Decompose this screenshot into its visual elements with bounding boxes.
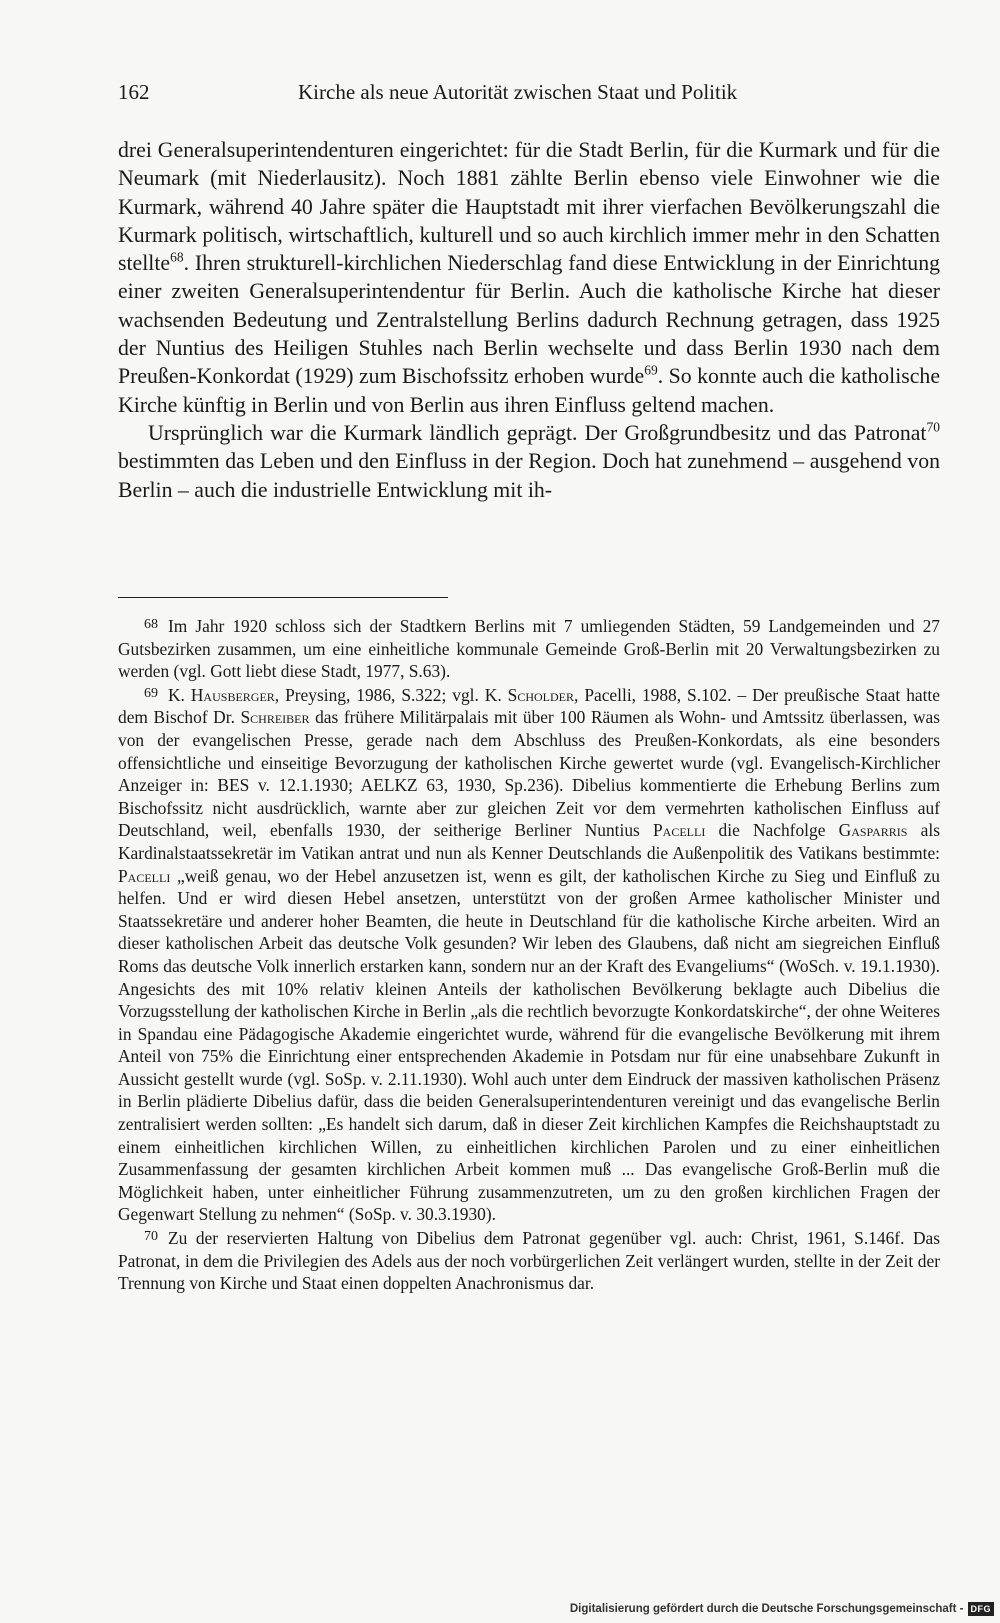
paragraph-2	[118, 419, 940, 504]
footnote-text: K.	[168, 684, 191, 705]
main-text	[118, 136, 940, 504]
person-name: Schreiber	[240, 707, 310, 728]
person-name: Pacelli	[118, 865, 171, 886]
footnote-number: 69	[144, 685, 158, 701]
credit-text: Digitalisierung gefördert durch die Deutsche Forschungsgemeinschaft -	[569, 1603, 964, 1615]
footnote-text: Im Jahr 1920 schloss sich der Stadtkern Berlins mit 7 umliegenden Städten, 59 Landgemeinden und 27 Gutsbezirken zusammen, um eine einheitliche kommunale Gemeinde Groß-Berlin mit 20 Verwaltungsbezirken zu werden (vgl. Gott liebt diese Stadt, 1977, S.63).	[118, 616, 940, 682]
footnote-ref-68: 68	[170, 249, 184, 265]
author-name: Scholder	[507, 684, 575, 705]
footnote-text: das frühere Militärpalais mit über 100 Räumen als Wohn- und Amtssitz überlassen, was von der evangelischen Presse, gerade nach dem Abschluss des Preußen-Konkordats, als eine besonders offensichtliche und einseitige Bevorzugung der katholischen Kirche gewertet wurde (vgl. Evangelisch-Kirchlicher Anzeiger in: BES v. 12.1.1930; AELKZ 63, 1930, Sp.236). Dibelius kommentierte die Erhebung Berlins zum Bischofssitz nicht ausdrücklich, warnte aber zur gleichen Zeit vor dem vermehrten katholischen Einfluss auf Deutschland, weil, ebenfalls 1930, der seitherige Berliner Nuntius	[118, 707, 940, 841]
footnote-text: Zu der reservierten Haltung von Dibelius dem Patronat gegenüber vgl. auch: Christ, 1961, S.146f. Das Patronat, in dem die Privilegien des Adels aus der noch vorbürgerlichen Zeit verlängert wurden, stellte in der Zeit der Trennung von Kirche und Staat einen doppelten Anachronismus dar.	[118, 1228, 940, 1294]
footnote-separator	[118, 597, 448, 598]
running-title: Kirche als neue Autorität zwischen Staat und Politik	[298, 80, 738, 104]
footnote-70	[118, 1226, 940, 1295]
footnote-text: die Nachfolge	[705, 820, 839, 841]
footnote-number: 68	[144, 617, 158, 632]
paragraph-1	[118, 136, 940, 419]
digitization-credit	[570, 1601, 994, 1617]
footnote-68	[118, 614, 940, 683]
footnote-text: als Kardinalstaatssekretär im Vatikan antrat und nun als Kenner Deutschlands die Außenpolitik des Vatikans bestimmte:	[118, 820, 940, 863]
footnote-ref-69: 69	[644, 363, 658, 379]
author-name: Hausberger	[190, 684, 275, 705]
person-name: Pacelli	[653, 820, 706, 841]
footnote-text: , Pacelli, 1988, S.102. – Der preußische Staat hatte dem Bischof Dr.	[118, 684, 940, 728]
paragraph-2-text-b: bestimmten das Leben und den Einfluss in der Region. Doch hat zunehmend – ausgehend von Berlin – auch die industrielle Entwicklung mit ih-	[118, 449, 940, 502]
running-header	[118, 80, 938, 110]
person-name: Gasparris	[838, 820, 908, 841]
footnotes	[118, 614, 940, 1295]
page-number: 162	[118, 80, 150, 104]
footnote-69	[118, 683, 940, 1226]
footnote-text: „weiß genau, wo der Hebel anzusetzen ist, wenn es gilt, der katholischen Kirche zu Sieg und Einfluß zu helfen. Und er wird diesen Hebel ansetzen, unterstützt von der großen Armee katholischer Minister und Staatssekretäre und anderer hoher Beamten, die heute in Deutschland für die katholische Kirche arbeiten. Wird an dieser katholischen Arbeit das deutsche Volk gesunden? Wir leben des Glaubens, daß nicht am siegreichen Einfluß Roms das deutsche Volk innerlich erstarken kann, sondern nur an der Kraft des Evangeliums“ (WoSch. v. 19.1.1930). Angesichts des mit 10% relativ kleinen Anteils der katholischen Bevölkerung beklagte auch Dibelius die Vorzugsstellung der katholischen Kirche in Berlin „als die rechtlich bevorzugte Konkordatskirche“, der ohne Weiteres in Spandau eine Pädagogische Akademie eingerichtet wurde, während für die evangelische Bevölkerung mit ihrem Anteil von 75% die Einrichtung einer entsprechenden Akademie in Potsdam nur für eine unabsehbare Zukunft in Aussicht gestellt wurde (vgl. SoSp. v. 2.11.1930). Wohl auch unter dem Eindruck der massiven katholischen Präsenz in Berlin plädierte Dibelius dafür, dass die beiden Generalsuperintendenturen vereinigt und das evangelische Berlin zentralisiert werden sollten: „Es handelt sich darum, daß in dieser Zeit kirchlichen Kampfes die Reichshauptstadt zu einem einheitlichen kirchlichen Willen, zu einheitlichen kirchlichen Parolen und zu einer einheitlichen Zusammenfassung der gesamten kirchlichen Arbeit kommen muß ... Das evangelische Groß-Berlin muß die Möglichkeit haben, unter einheitlicher Führung zusammenzutreten, um zu den großen kirchlichen Fragen der Gegenwart Stellung zu nehmen“ (SoSp. v. 30.3.1930).	[118, 865, 940, 1225]
paragraph-1-text-c: . So konnte auch die katholische Kirche künftig in Berlin und von Berlin aus ihren Einfluss geltend machen.	[118, 364, 940, 417]
footnote-number: 70	[144, 1229, 158, 1245]
paragraph-1-text-a: drei Generalsuperintendenturen eingerichtet: für die Stadt Berlin, für die Kurmark und für die Neumark (mit Niederlausitz). Noch 1881 zählte Berlin ebenso viele Einwohner wie die Kurmark, während 40 Jahre später die Hauptstadt mit ihrer vierfachen Bevölkerungszahl die Kurmark politisch, wirtschaftlich, kulturell und so auch kirchlich immer mehr in den Schatten stellte	[118, 138, 940, 276]
dfg-logo: DFG	[968, 1602, 995, 1616]
footnote-text: , Preysing, 1986, S.322; vgl. K.	[274, 684, 508, 705]
paragraph-2-text-a: Ursprünglich war die Kurmark ländlich geprägt. Der Großgrundbesitz und das Patronat	[148, 420, 927, 445]
footnote-ref-70: 70	[926, 419, 940, 435]
paragraph-1-text-b: . Ihren strukturell-kirchlichen Niederschlag fand diese Entwicklung in der Einrichtung einer zweiten Generalsuperintendentur für Berlin. Auch die katholische Kirche hat dieser wachsenden Bedeutung und Zentralstellung Berlins dadurch Rechnung getragen, dass 1925 der Nuntius des Heiligen Stuhles nach Berlin wechselte und dass Berlin 1930 nach dem Preußen-Konkordat (1929) zum Bischofssitz erhoben wurde	[118, 251, 940, 389]
